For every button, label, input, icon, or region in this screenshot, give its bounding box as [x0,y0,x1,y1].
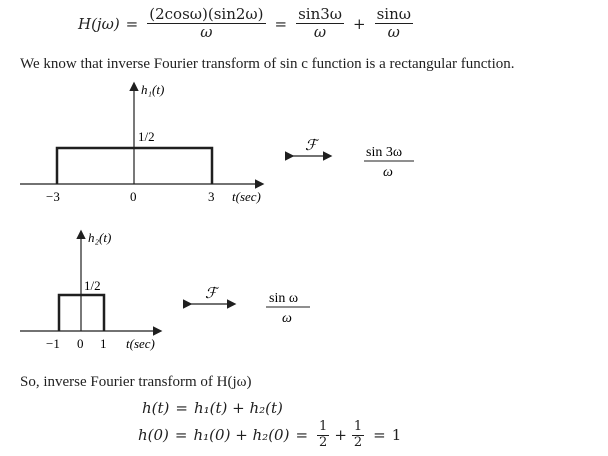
eq1-fraction-2-den: ω [313,23,327,42]
eq3-result: 1 [391,426,402,445]
graph2-height-label: 1/2 [84,278,101,293]
graph1-height-label: 1/2 [138,129,155,144]
eq2-rhs: h₁(t) + h₂(t) [193,399,283,417]
eq1-fraction-3-den: ω [387,23,400,42]
eq3-fraction-1-den: 2 [319,434,328,450]
graph-1 [0,76,600,206]
equation-1 [78,6,416,42]
eq3-fraction-2-den: 2 [353,434,363,450]
graph1-xlabel: t(sec) [232,189,261,204]
intro-text: We know that inverse Fourier transform of sin c function is a rectangular function. [20,56,515,72]
eq1-lhs: H(jω) [78,14,120,33]
graph1-pair-num: sin 3ω [366,145,403,160]
plus-sign: + [353,14,366,33]
graph2-xlabel: t(sec) [126,336,155,351]
graph-2 [0,228,600,358]
eq1-fraction-3 [375,6,413,42]
equals-sign: = [174,426,188,445]
equals-sign: = [373,426,386,445]
graph1-tick-3: 3 [208,189,215,204]
graph1-ylabel: h₁(t) [141,82,165,97]
eq1-fraction-1 [147,6,265,42]
eq3-fraction-2 [352,420,364,451]
graph2-pair-den: ω [282,311,292,326]
graph1-tick-neg3: −3 [46,189,60,204]
graph2-tick-1: 1 [100,336,107,351]
equation-2 [142,399,283,417]
eq2-lhs: h(t) [142,399,170,417]
eq1-fraction-1-num: (2cosω)(sin2ω) [149,5,264,23]
graph2-tick-0: 0 [77,336,84,351]
eq3-lhs: h(0) [138,426,169,445]
eq3-fraction-2-num: 1 [353,419,363,434]
eq3-fraction-1 [317,420,329,451]
graph2-tick-neg1: −1 [46,336,60,351]
eq1-fraction-3-num: sinω [376,5,411,23]
graph2-transform-symbol: ℱ [205,286,217,302]
eq3-fraction-1-num: 1 [319,419,328,434]
equals-sign: = [274,14,288,33]
equals-sign: = [175,399,188,417]
so-text: So, inverse Fourier transform of H(jω) [20,374,252,390]
eq1-fraction-2 [296,6,344,42]
graph2-ylabel: h₂(t) [88,230,112,245]
eq1-fraction-2-num: sin3ω [298,5,343,23]
graph2-pair-num: sin ω [269,291,299,306]
graph1-tick-0: 0 [130,189,137,204]
equals-sign: = [295,426,309,445]
plus-sign: + [334,426,347,445]
equals-sign: = [125,14,139,33]
eq1-fraction-1-den: ω [200,23,213,42]
graph1-transform-symbol: ℱ [305,138,317,154]
graph1-pair-den: ω [383,165,393,180]
equation-3 [138,420,401,451]
eq3-mid: h₁(0) + h₂(0) [193,426,290,445]
